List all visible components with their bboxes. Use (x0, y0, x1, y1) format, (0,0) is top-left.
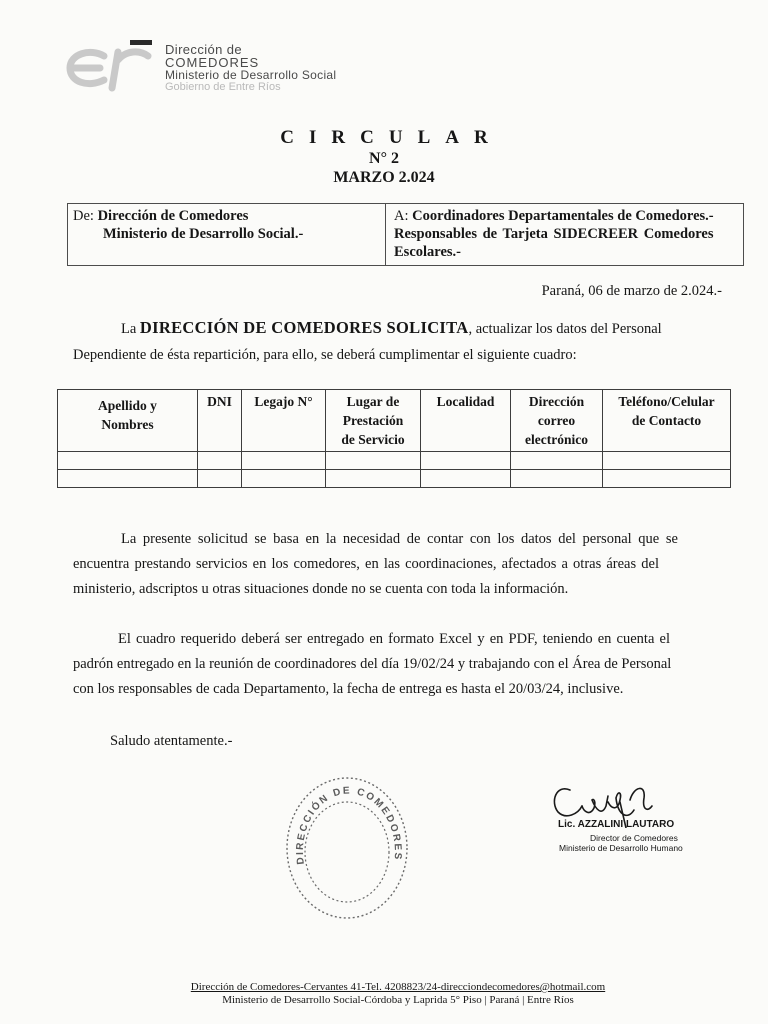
to-prefix: A: (394, 208, 409, 224)
paragraph1-line3: ministerio, adscriptos u otras situaciones donde no se cuenta con toda la información. (73, 581, 569, 597)
col-telefono: Teléfono/Celular de Contacto (603, 390, 731, 452)
from-line1 (73, 208, 248, 225)
from-line2 (103, 226, 303, 243)
ministry-logo (60, 38, 160, 96)
table-cell (198, 452, 242, 470)
intro-rest: , actualizar los datos del Personal (468, 321, 662, 337)
table-row (58, 470, 731, 488)
to-recipient-3: Escolares.- (394, 244, 461, 260)
circular-date: MARZO 2.024 (333, 169, 435, 186)
table-header-row (58, 390, 731, 452)
footer-contact: Dirección de Comedores-Cervantes 41-Tel. 4208823/24-direcciondecomedores@hotmail.com (190, 981, 606, 993)
col-legajo: Legajo N° (242, 390, 326, 452)
table-cell (511, 452, 603, 470)
to-line2 (394, 226, 714, 243)
intro-bold: DIRECCIÓN DE COMEDORES SOLICITA (139, 318, 469, 337)
personnel-table (57, 389, 731, 488)
table-cell (58, 470, 198, 488)
col-direccion-correo: Dirección correo electrónico (511, 390, 603, 452)
org-name-line1: Dirección de (165, 42, 243, 57)
address-box-divider (385, 203, 386, 266)
from-ministry: Ministerio de Desarrollo Social.- (103, 226, 304, 242)
official-stamp-icon (282, 772, 412, 920)
table-cell (198, 470, 242, 488)
intro-line1 (121, 318, 731, 338)
closing-salutation: Saludo atentamente.- (110, 733, 233, 749)
table-cell (326, 452, 421, 470)
table-cell (421, 452, 511, 470)
col-lugar-prestacion: Lugar de Prestación de Servicio (326, 390, 421, 452)
table-cell (242, 452, 326, 470)
table-cell (326, 470, 421, 488)
org-government-line: Gobierno de Entre Ríos (165, 81, 281, 93)
table-cell (511, 470, 603, 488)
signatory-role: Director de Comedores (590, 833, 678, 843)
intro-lead: La (121, 321, 137, 337)
footer-address: Ministerio de Desarrollo Social-Córdoba y Laprida 5° Piso | Paraná | Entre Ríos (222, 994, 574, 1006)
org-ministry-line: Ministerio de Desarrollo Social (165, 68, 337, 82)
paragraph2-line1: El cuadro requerido deberá ser entregado en formato Excel y en PDF, teniendo en cuenta el (118, 631, 670, 647)
signatory-ministry: Ministerio de Desarrollo Humano (559, 843, 683, 853)
col-dni: DNI (198, 390, 242, 452)
to-line1 (394, 208, 714, 225)
paragraph2-line2: padrón entregado en la reunión de coordinadores del día 19/02/24 y trabajando con el Área de Personal (73, 656, 672, 672)
paragraph1-line1: La presente solicitud se basa en la necesidad de contar con los datos del personal que se (121, 531, 678, 547)
place-date: Paraná, 06 de marzo de 2.024.- (541, 283, 722, 299)
org-name-line2: COMEDORES (165, 55, 260, 70)
col-localidad: Localidad (421, 390, 511, 452)
table-cell (421, 470, 511, 488)
to-line3 (394, 244, 461, 261)
table-cell (58, 452, 198, 470)
table-cell (242, 470, 326, 488)
circular-number: N° 2 (369, 150, 399, 167)
col-apellido-nombres: Apellido y Nombres (58, 390, 198, 452)
from-sender: Dirección de Comedores (97, 208, 249, 224)
table-cell (603, 452, 731, 470)
table-cell (603, 470, 731, 488)
circular-heading: CIRCULAR (280, 127, 503, 148)
paragraph1-line2: encuentra prestando servicios en los comedores, en las coordinaciones, afectados a otras áreas del (73, 556, 659, 572)
to-recipient-2: Responsables de Tarjeta SIDECREER Comedores (394, 226, 714, 242)
svg-text:DIRECCIÓN DE COMEDORES: DIRECCIÓN DE COMEDORES (294, 785, 404, 866)
signatory-name: Lic. AZZALINI LAUTARO (558, 819, 675, 830)
paragraph2-line3: con los responsables de cada Departamento, la fecha de entrega es hasta el 20/03/24, inclusive. (73, 681, 624, 697)
to-recipient-1: Coordinadores Departamentales de Comedores.- (412, 208, 714, 224)
from-prefix: De: (73, 208, 94, 224)
table-row (58, 452, 731, 470)
intro-line2: Dependiente de ésta repartición, para ello, se deberá cumplimentar el siguiente cuadro: (73, 347, 577, 363)
